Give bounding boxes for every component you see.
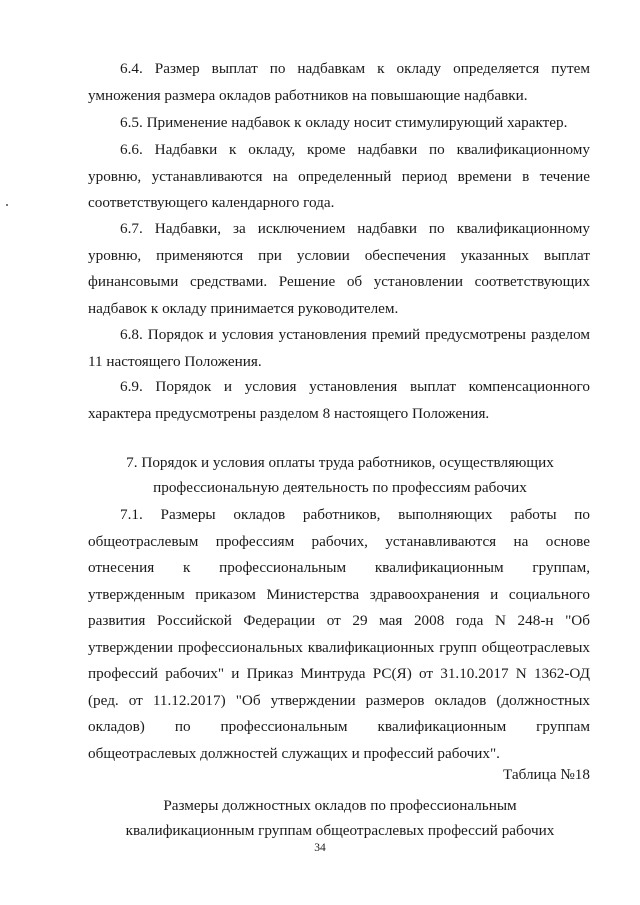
scan-artifact (6, 204, 8, 206)
paragraph-6-7: 6.7. Надбавки, за исключением надбавки по квалификационному уровню, применяются при условии обеспечения указанных выплат финансовыми средствами. Решение об установлении соответствующих надбавок к окладу принимается руководителем. (88, 220, 590, 317)
table-label: Таблица №18 (502, 766, 590, 783)
page-number: 34 (314, 842, 326, 854)
paragraph-7-1: 7.1. Размеры окладов работников, выполняющих работы по общеотраслевым профессиям рабочих, устанавливаются на основе отнесения к профессиональным квалификационным группам, утвержденным приказом Министерства здравоохранения и социального развития Российской Федерации от 29 мая 2008 года N 248-н "Об утверждении профессиональных квалификационных групп общеотраслевых профессий рабочих" и Приказ Минтруда РС(Я) от 31.10.2017 N 1362-ОД (ред. от 11.12.2017) "Об утверждении размеров окладов (должностных окладов) по профессиональным квалификационным группам общеотраслевых должностей служащих и профессий рабочих". (88, 506, 590, 762)
section-7-heading-line2: профессиональную деятельность по профессиям рабочих (153, 479, 527, 496)
table-title-line2: квалификационным группам общеотраслевых профессий рабочих (125, 822, 555, 839)
paragraph-6-6: 6.6. Надбавки к окладу, кроме надбавки по квалификационному уровню, устанавливаются на определенный период времени в течение соответствующего календарного года. (88, 141, 590, 211)
paragraph-6-4: 6.4. Размер выплат по надбавкам к окладу определяется путем умножения размера окладов работников на повышающие надбавки. (88, 60, 590, 104)
paragraph-6-9: 6.9. Порядок и условия установления выплат компенсационного характера предусмотрены разделом 8 настоящего Положения. (88, 378, 590, 422)
table-title-line1: Размеры должностных окладов по профессиональным (163, 797, 517, 814)
paragraph-6-5: 6.5. Применение надбавок к окладу носит стимулирующий характер. (120, 114, 568, 131)
section-7-heading-line1: 7. Порядок и условия оплаты труда работников, осуществляющих (126, 454, 554, 471)
paragraph-6-8: 6.8. Порядок и условия установления премий предусмотрены разделом 11 настоящего Положения. (88, 326, 590, 370)
